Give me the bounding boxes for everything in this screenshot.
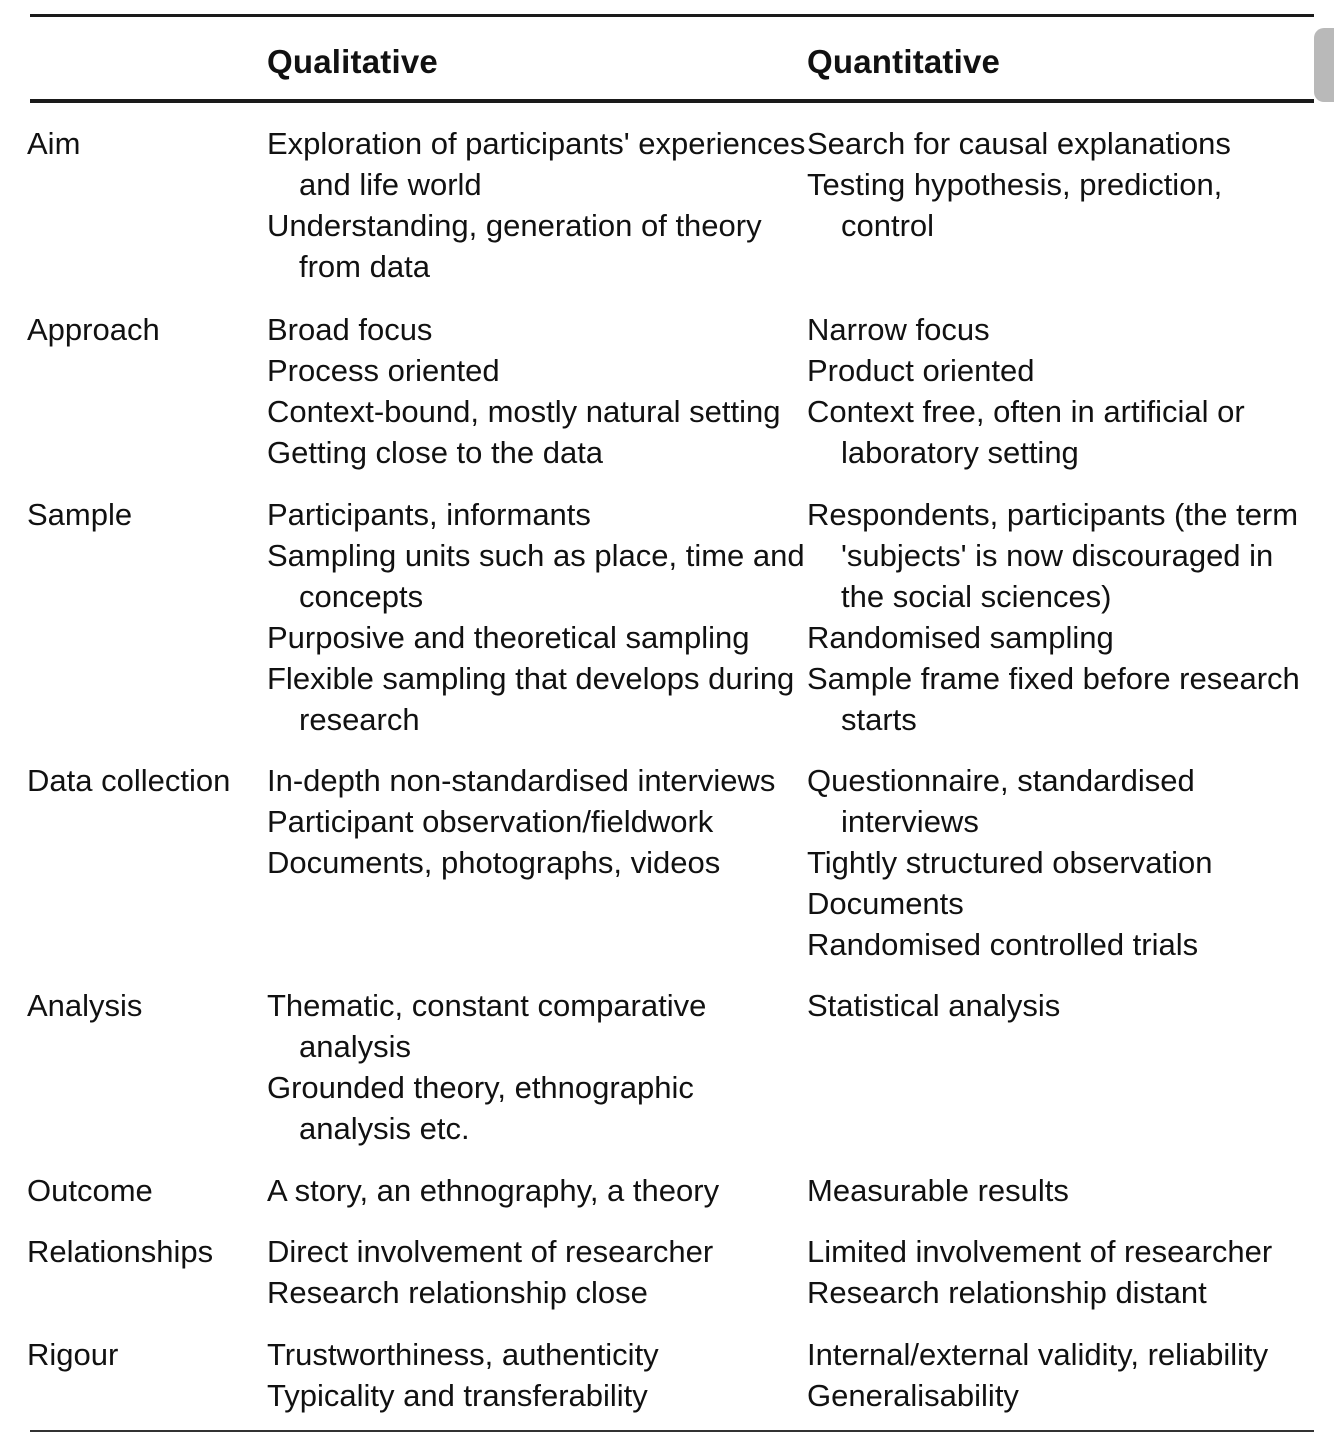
table-row-approach	[27, 309, 1314, 494]
quantitative-item: Respondents, participants (the term 'subjects' is now discouraged in the social sciences)	[807, 497, 1299, 614]
table-row-data-collection	[27, 760, 1314, 985]
quantitative-item: Questionnaire, standardised interviews	[807, 763, 1195, 839]
quantitative-item: Measurable results	[807, 1173, 1069, 1208]
cell-qualitative-rigour	[264, 1334, 807, 1416]
quantitative-item: Randomised sampling	[807, 620, 1114, 655]
cell-qualitative-outcome	[264, 1170, 807, 1211]
quantitative-item: Documents	[807, 886, 964, 921]
quantitative-item: Testing hypothesis, prediction, control	[807, 167, 1223, 243]
table-body	[27, 103, 1314, 1419]
qualitative-item: In-depth non-standardised interviews	[267, 763, 776, 798]
quantitative-item: Tightly structured observation	[807, 845, 1213, 880]
qualitative-item: Trustworthiness, authenticity	[267, 1337, 659, 1372]
cell-qualitative-aim	[264, 123, 807, 287]
cell-quantitative-approach	[807, 309, 1317, 473]
row-label-sample: Sample	[27, 497, 133, 532]
qualitative-item: Typicality and transferability	[267, 1378, 648, 1413]
cell-quantitative-analysis	[807, 985, 1317, 1026]
qualitative-item: Understanding, generation of theory from data	[267, 208, 762, 284]
row-label-outcome: Outcome	[27, 1173, 153, 1208]
table-row-rigour	[27, 1334, 1314, 1419]
quantitative-item: Research relationship distant	[807, 1275, 1207, 1310]
table-row-sample	[27, 494, 1314, 760]
quantitative-item: Context free, often in artificial or laboratory setting	[807, 394, 1245, 470]
table-row-analysis	[27, 985, 1314, 1170]
quantitative-item: Generalisability	[807, 1378, 1019, 1413]
row-label-rigour: Rigour	[27, 1337, 119, 1372]
cell-qualitative-approach	[264, 309, 807, 473]
qualitative-item: Flexible sampling that develops during research	[267, 661, 795, 737]
row-label-analysis: Analysis	[27, 988, 143, 1023]
quantitative-item: Search for causal explanations	[807, 126, 1231, 161]
table-bottom-rule	[30, 1430, 1314, 1432]
cell-qualitative-sample	[264, 494, 807, 740]
quantitative-item: Internal/external validity, reliability	[807, 1337, 1269, 1372]
qualitative-item: Process oriented	[267, 353, 500, 388]
cell-quantitative-aim	[807, 123, 1317, 246]
table-row-relationships	[27, 1231, 1314, 1334]
qualitative-item: A story, an ethnography, a theory	[267, 1173, 720, 1208]
cell-qualitative-relationships	[264, 1231, 807, 1313]
table-row-aim	[27, 123, 1314, 309]
cell-quantitative-relationships	[807, 1231, 1317, 1313]
qualitative-item: Context-bound, mostly natural setting	[267, 394, 781, 429]
quantitative-item: Sample frame fixed before research starts	[807, 661, 1300, 737]
qualitative-item: Broad focus	[267, 312, 433, 347]
qualitative-item: Exploration of participants' experiences and life world	[267, 126, 806, 202]
cell-quantitative-rigour	[807, 1334, 1317, 1416]
row-label-data-collection: Data collection	[27, 763, 231, 798]
qualitative-item: Thematic, constant comparative analysis	[267, 988, 707, 1064]
qualitative-item: Grounded theory, ethnographic analysis etc.	[267, 1070, 694, 1146]
quantitative-item: Product oriented	[807, 353, 1035, 388]
qualitative-item: Purposive and theoretical sampling	[267, 620, 750, 655]
header-qualitative: Qualitative	[267, 43, 438, 80]
table-row-outcome	[27, 1170, 1314, 1231]
row-label-approach: Approach	[27, 312, 160, 347]
comparison-table	[27, 14, 1314, 1419]
cell-quantitative-sample	[807, 494, 1317, 740]
row-label-aim: Aim	[27, 126, 81, 161]
qualitative-item: Documents, photographs, videos	[267, 845, 721, 880]
qualitative-item: Participant observation/fieldwork	[267, 804, 714, 839]
row-label-relationships: Relationships	[27, 1234, 214, 1269]
qualitative-item: Research relationship close	[267, 1275, 648, 1310]
qualitative-item: Sampling units such as place, time and concepts	[267, 538, 805, 614]
header-quantitative: Quantitative	[807, 43, 1001, 80]
quantitative-item: Limited involvement of researcher	[807, 1234, 1273, 1269]
qualitative-item: Getting close to the data	[267, 435, 604, 470]
quantitative-item: Narrow focus	[807, 312, 990, 347]
qualitative-item: Direct involvement of researcher	[267, 1234, 714, 1269]
qualitative-item: Participants, informants	[267, 497, 591, 532]
cell-quantitative-outcome	[807, 1170, 1317, 1211]
quantitative-item: Randomised controlled trials	[807, 927, 1199, 962]
cell-qualitative-data-collection	[264, 760, 807, 883]
quantitative-item: Statistical analysis	[807, 988, 1061, 1023]
cell-quantitative-data-collection	[807, 760, 1317, 965]
table-header	[30, 17, 1314, 99]
cell-qualitative-analysis	[264, 985, 807, 1149]
scrollbar-thumb[interactable]	[1314, 28, 1334, 102]
